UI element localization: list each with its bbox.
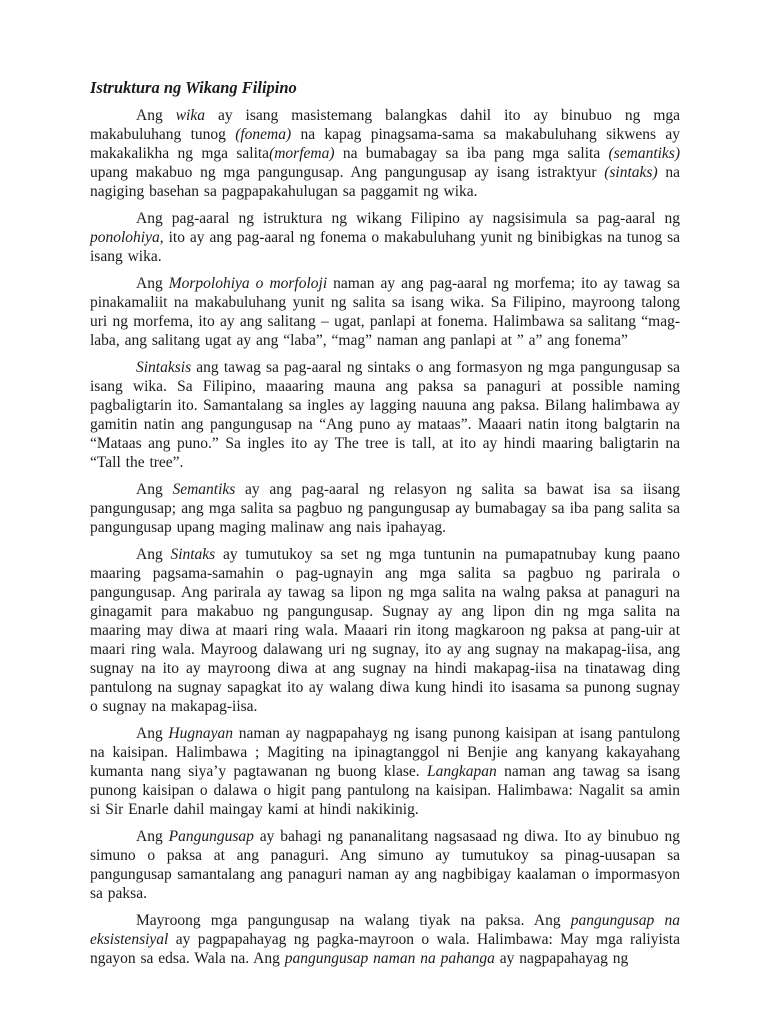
term-italic: Sintaksis xyxy=(136,359,192,376)
text-run: Ang xyxy=(136,481,173,498)
text-run: upang makabuo ng mga pangungusap. Ang pangungusap ay isang istraktyur xyxy=(90,164,605,181)
term-italic: wika xyxy=(175,107,205,124)
term-italic: pangungusap naman na pahanga xyxy=(284,950,495,967)
paragraph xyxy=(90,274,680,350)
text-run: Ang pag-aaral ng istruktura ng wikang Filipino ay nagsisimula sa pag-aaral ng xyxy=(136,210,680,227)
text-run: naman ay ang pag-aaral ng morfema; ito ay tawag sa pinakamaliit na makabuluhang yunit ng salita sa isang wika. Sa Filipino, mayroong talong uri ng morfema, ito ay ang salitang – ugat, panlapi at fonema. Halimbawa sa salitang “mag-laba, ang salitang ugat ay ang “laba”, “mag” naman ang panlapi at ” a” ang fonema” xyxy=(90,275,680,349)
text-run: Ang xyxy=(136,725,169,742)
term-italic: Morpolohiya o morfoloji xyxy=(168,275,328,292)
text-run: ay tumutukoy sa set ng mga tuntunin na pumapatnubay kung paano maaring pagsama-samahin o pag-ugnayin ang mga salita sa pagbuo ng parirala o pangungusap. Ang parirala ay tawag sa lipon ng mga salita na walng paksa at panaguri na ginagamit para makabuo ng pangungusap. Sugnay ay ang lipon din ng mga salita na maaring may diwa at maari ring wala. Maaari rin itong magkaroon ng paksa at pang-uir at maari ring wala. Mayroog dalawang uri ng sugnay, ito ay ang sugnay na makapag-iisa, ang sugnay na ito ay mayroong diwa at ang sugnay na hindi makapag-iisa na tinatawag ding pantulong na sugnay sapagkat ito ay walang diwa kung hindi ito isasama sa punong sugnay o sugnay na makapag-iisa. xyxy=(90,546,680,715)
document-body xyxy=(90,106,680,968)
term-italic: (semantiks) xyxy=(608,145,680,162)
term-italic: (sintaks) xyxy=(604,164,658,181)
paragraph xyxy=(90,911,680,968)
term-italic: Langkapan xyxy=(427,763,497,780)
term-italic: (morfema) xyxy=(269,145,335,162)
paragraph xyxy=(90,106,680,201)
text-run: na nagiging basehan sa pagpapakahulugan sa paggamit ng wika. xyxy=(90,164,680,200)
term-italic: Hugnayan xyxy=(168,725,233,742)
term-italic: pangungusap na eksistensiyal xyxy=(90,912,680,948)
paragraph xyxy=(90,480,680,537)
text-run: Ang xyxy=(136,275,169,292)
text-run: naman ang tawag sa isang punong kaisipan o dalawa o higit pang pantulong na kaisipan. Halimbawa: Nagalit sa amin si Sir Enarle dahil maingay kami at hindi nakikinig. xyxy=(90,763,681,818)
text-run: na bumabagay sa iba pang mga salita xyxy=(334,145,609,162)
text-run: ay isang masistemang balangkas dahil ito ay binubuo ng mga makabuluhang tunog xyxy=(90,107,681,143)
text-run: ay bahagi ng pananalitang nagsasaad ng diwa. Ito ay binubuo ng simuno o paksa at ang panaguri. Ang simuno ay tumutukoy sa pinag-uusapan sa pangungusap samantalang ang panaguri naman ay ang nagbibigay kaalaman o impormasyon sa paksa. xyxy=(90,828,680,902)
text-run: ay pagpapahayag ng pagka-mayroon o wala. Halimbawa: May mga raliyista ngayon sa edsa. Wala na. Ang xyxy=(90,931,680,967)
text-run: , ito ay ang pag-aaral ng fonema o makabuluhang yunit ng binibigkas na tunog sa isang wika. xyxy=(90,229,680,265)
text-run: naman ay nagpapahayg ng isang punong kaisipan at isang pantulong na kaisipan. Halimbawa ; Magiting na ipinagtanggol ni Benjie ang kanyang kakayahang kumanta nang siya’y pagtawanan ng buong klase. xyxy=(90,725,680,780)
paragraph xyxy=(90,358,680,472)
paragraph xyxy=(90,827,680,903)
term-italic: (fonema) xyxy=(235,126,292,143)
text-run: ang tawag sa pag-aaral ng sintaks o ang formasyon ng mga pangungusap sa isang wika. Sa Filipino, maaaring mauna ang paksa sa panaguri at possible naming pagbaligtarin ito. Samantalang sa ingles ay lagging nauuna ang paksa. Bilang halimbawa ay gamitin natin ang pangungusap na “Ang puno ay mataas”. Maaari natin itong balgtarin na “Mataas ang puno.” Sa ingles ito ay The tree is tall, at ito ay hindi maaring baligtarin na “Tall the tree”. xyxy=(90,359,680,471)
term-italic: Pangungusap xyxy=(168,828,254,845)
document-page xyxy=(90,78,680,968)
paragraph xyxy=(90,724,680,819)
text-run: ay nagpapahayag ng xyxy=(494,950,629,967)
term-italic: Sintaks xyxy=(170,546,216,563)
text-run: ay ang pag-aaral ng relasyon ng salita sa bawat isa sa iisang pangungusap; ang mga salita sa pagbuo ng pangungusap ay bumabagay sa iba pang salita sa pangungusap upang maging malinaw ang nais ipahayag. xyxy=(90,481,681,536)
paragraph xyxy=(90,209,680,266)
text-run: na kapag pinagsama-sama sa makabuluhang sikwens ay makakalikha ng mga salita xyxy=(90,126,680,162)
text-run: Ang xyxy=(136,546,171,563)
text-run: Mayroong mga pangungusap na walang tiyak na paksa. Ang xyxy=(136,912,571,929)
text-run: Ang xyxy=(136,828,169,845)
document-heading: Istruktura ng Wikang Filipino xyxy=(90,78,297,97)
term-italic: Semantiks xyxy=(172,481,236,498)
term-italic: ponolohiya xyxy=(90,229,160,246)
text-run: Ang xyxy=(136,107,176,124)
paragraph xyxy=(90,545,680,716)
